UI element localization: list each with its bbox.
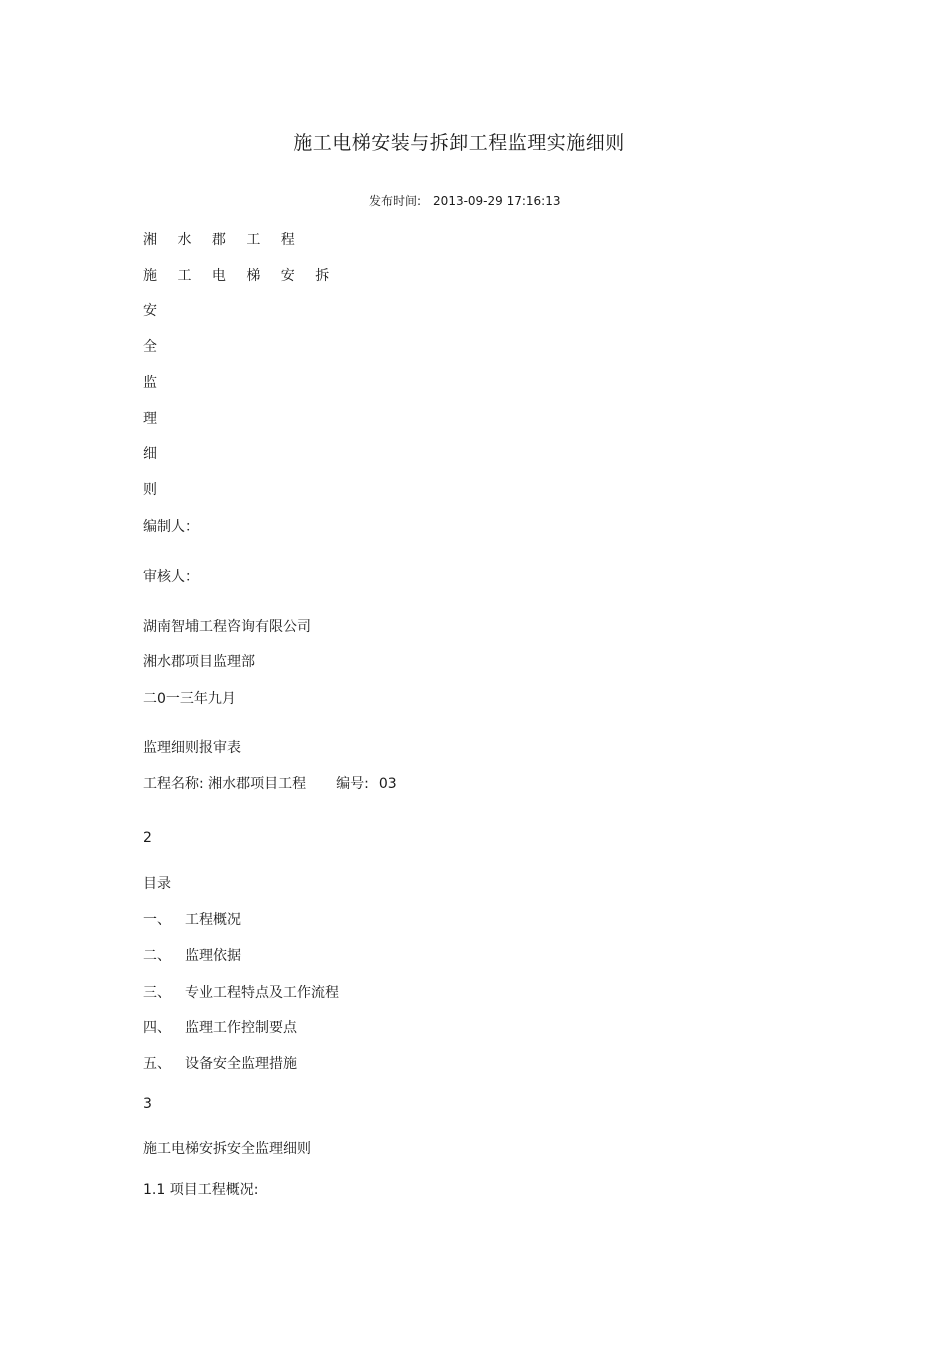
page-number: 2 [143, 830, 152, 846]
section-subheading: 1.1 项目工程概况: [143, 1182, 259, 1198]
toc-item-text: 工程概况 [185, 912, 241, 928]
toc-item [143, 1019, 297, 1037]
cover-vertical-char: 全 [143, 339, 157, 355]
toc-heading: 目录 [143, 876, 171, 892]
publish-label: 发布时间: [369, 194, 422, 208]
cover-vertical-char: 安 [143, 303, 157, 319]
compiler-label: 编制人： [143, 519, 199, 535]
cover-vertical-char: 则 [143, 482, 157, 498]
number-value: 03 [378, 776, 397, 792]
project-label: 工程名称: [143, 776, 204, 792]
cover-line-project: 湘 水 郡 工 程 [143, 232, 303, 248]
publish-time: 2013-09-29 17:16:13 [433, 194, 561, 208]
reviewer-label: 审核人： [143, 569, 199, 585]
toc-item [143, 947, 241, 965]
toc-item [143, 911, 241, 929]
cover-vertical-char: 监 [143, 375, 157, 391]
toc-item-number: 二、 [143, 948, 171, 964]
toc-item-number: 三、 [143, 985, 171, 1001]
toc-item-number: 五、 [143, 1056, 171, 1072]
cover-line-subject: 施 工 电 梯 安 拆 [143, 268, 338, 284]
toc-item-number: 一、 [143, 912, 171, 928]
cover-date: 二0一三年九月 [143, 691, 236, 707]
project-name: 湘水郡项目工程 [208, 776, 307, 792]
review-form-heading: 监理细则报审表 [143, 740, 241, 756]
number-label: 编号: [336, 776, 369, 792]
cover-vertical-char: 理 [143, 411, 157, 427]
company-name: 湖南智埔工程咨询有限公司 [143, 619, 311, 635]
toc-item-text: 监理工作控制要点 [185, 1020, 297, 1036]
review-form-project-row [143, 775, 397, 793]
cover-vertical-char: 细 [143, 446, 157, 462]
department-name: 湘水郡项目监理部 [143, 654, 255, 670]
toc-item-text: 设备安全监理措施 [185, 1056, 297, 1072]
toc-item-number: 四、 [143, 1020, 171, 1036]
toc-item [143, 984, 339, 1002]
toc-item-text: 监理依据 [185, 948, 241, 964]
page-number: 3 [143, 1096, 152, 1112]
publish-info [369, 192, 561, 209]
toc-item [143, 1055, 297, 1073]
section-heading: 施工电梯安拆安全监理细则 [143, 1141, 311, 1157]
document-title: 施工电梯安装与拆卸工程监理实施细则 [293, 132, 625, 154]
toc-item-text: 专业工程特点及工作流程 [185, 985, 339, 1001]
